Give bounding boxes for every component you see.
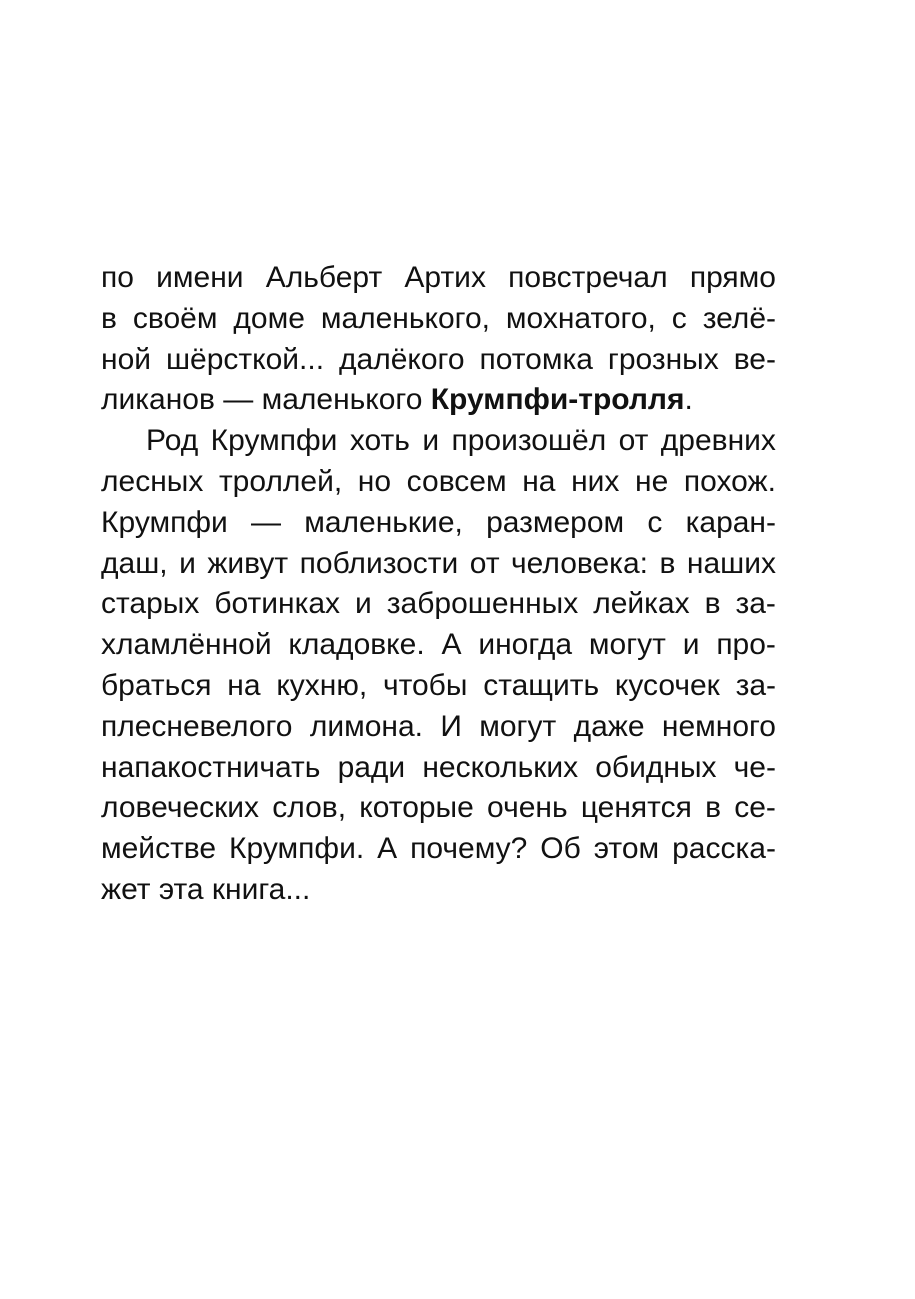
word: зелё- [702, 301, 776, 335]
word: в [101, 301, 117, 335]
word: Крумпфи. [229, 832, 365, 866]
word: ради [337, 750, 406, 784]
text-line-4-start: ликанов — маленького [101, 383, 431, 417]
text-line-7 [101, 503, 776, 544]
word: троллей, [218, 464, 343, 498]
word: кладовке. [288, 628, 425, 662]
word: и [355, 587, 372, 621]
word: маленького, [320, 301, 490, 335]
word: прямо [689, 261, 776, 294]
word: чтобы [382, 668, 468, 702]
text-line-14 [101, 788, 776, 829]
word: живут [207, 546, 289, 580]
word: лимона. [309, 709, 423, 743]
word: нескольких [422, 750, 579, 784]
text-line-16: жет эта книга... [101, 872, 311, 906]
text-line-1 [101, 258, 776, 299]
word: хламлённой [101, 628, 272, 662]
word: кухню, [276, 668, 368, 702]
word: браться [101, 668, 212, 702]
word: повстречал [508, 261, 668, 294]
word: произошёл [451, 424, 607, 458]
word: кусочек [614, 668, 720, 702]
word: этом [593, 832, 660, 866]
text-line-4 [101, 380, 776, 421]
text-line-3 [101, 340, 776, 381]
word: и [682, 628, 700, 662]
word: лесных [101, 464, 204, 498]
word: имени [156, 261, 244, 294]
word: хоть [349, 424, 410, 458]
text-line-9 [101, 584, 776, 625]
word: Крумпфи [210, 424, 338, 458]
word: и [179, 546, 196, 580]
word: даш, [101, 546, 168, 580]
word: Род [146, 424, 199, 458]
word: поблизости [299, 546, 459, 580]
word: слов, [272, 791, 347, 825]
word: че- [733, 750, 776, 784]
word: мохнатого, [505, 301, 656, 335]
word: потомка [479, 342, 593, 376]
word: А [377, 832, 398, 866]
word: мействе [101, 832, 217, 866]
word: про- [716, 628, 776, 662]
word: наших [686, 546, 776, 580]
word: в [659, 546, 676, 580]
text-line-6 [101, 462, 776, 503]
word: похож. [683, 464, 776, 498]
word: за- [735, 668, 776, 702]
word: с [647, 505, 663, 539]
word: Крумпфи [101, 505, 228, 539]
word: них [571, 464, 620, 498]
word: на [522, 464, 556, 498]
word: но [357, 464, 392, 498]
word: лейках [593, 587, 690, 621]
text-line-13 [101, 748, 776, 789]
body-text [101, 258, 776, 911]
word: заброшенных [386, 587, 579, 621]
text-line-4-end: . [684, 383, 693, 417]
text-line-5 [101, 421, 776, 462]
creature-name-bold: Крумпфи-тролля [430, 383, 685, 417]
word: от [469, 546, 500, 580]
word: человека: [511, 546, 648, 580]
word: обидных [595, 750, 717, 784]
word: каран- [685, 505, 776, 539]
word: могут [479, 709, 557, 743]
word: совсем [406, 464, 507, 498]
text-line-12 [101, 707, 776, 748]
word: могут [588, 628, 666, 662]
word: ве- [733, 342, 776, 376]
word: маленькие, [304, 505, 463, 539]
text-line-8 [101, 544, 776, 585]
word: иногда [478, 628, 573, 662]
word: се- [734, 791, 776, 825]
word: от [618, 424, 649, 458]
word: Альберт [265, 261, 383, 294]
word: стащить [483, 668, 600, 702]
word: с [671, 301, 687, 335]
word: и [422, 424, 440, 458]
word: ловеческих [101, 791, 260, 825]
word: по [101, 261, 134, 294]
word: которые [359, 791, 474, 825]
word: доме [233, 301, 305, 335]
word: очень [487, 791, 568, 825]
word: А [441, 628, 462, 662]
word: напакостничать [101, 750, 321, 784]
word: немного [661, 709, 776, 743]
word: на [227, 668, 261, 702]
word: размером [486, 505, 625, 539]
word: далёкого [339, 342, 465, 376]
word: расска- [672, 832, 776, 866]
text-line-10 [101, 625, 776, 666]
word: Артих [404, 261, 486, 294]
word: за- [735, 587, 776, 621]
word: даже [573, 709, 645, 743]
text-line-2 [101, 299, 776, 340]
word: в [704, 587, 721, 621]
word: Об [540, 832, 581, 866]
word: ценятся [580, 791, 692, 825]
text-line-15 [101, 829, 776, 870]
word: не [635, 464, 669, 498]
word: ной [101, 342, 152, 376]
word: древних [660, 424, 776, 458]
word: И [440, 709, 462, 743]
word: — [251, 505, 282, 539]
word: своём [132, 301, 218, 335]
word: грозных [607, 342, 719, 376]
word: шёрсткой... [165, 342, 325, 376]
word: в [705, 791, 721, 825]
word: почему? [410, 832, 528, 866]
word: старых [101, 587, 200, 621]
word: плесневелого [101, 709, 293, 743]
word: ботинках [214, 587, 341, 621]
text-line-11 [101, 666, 776, 707]
